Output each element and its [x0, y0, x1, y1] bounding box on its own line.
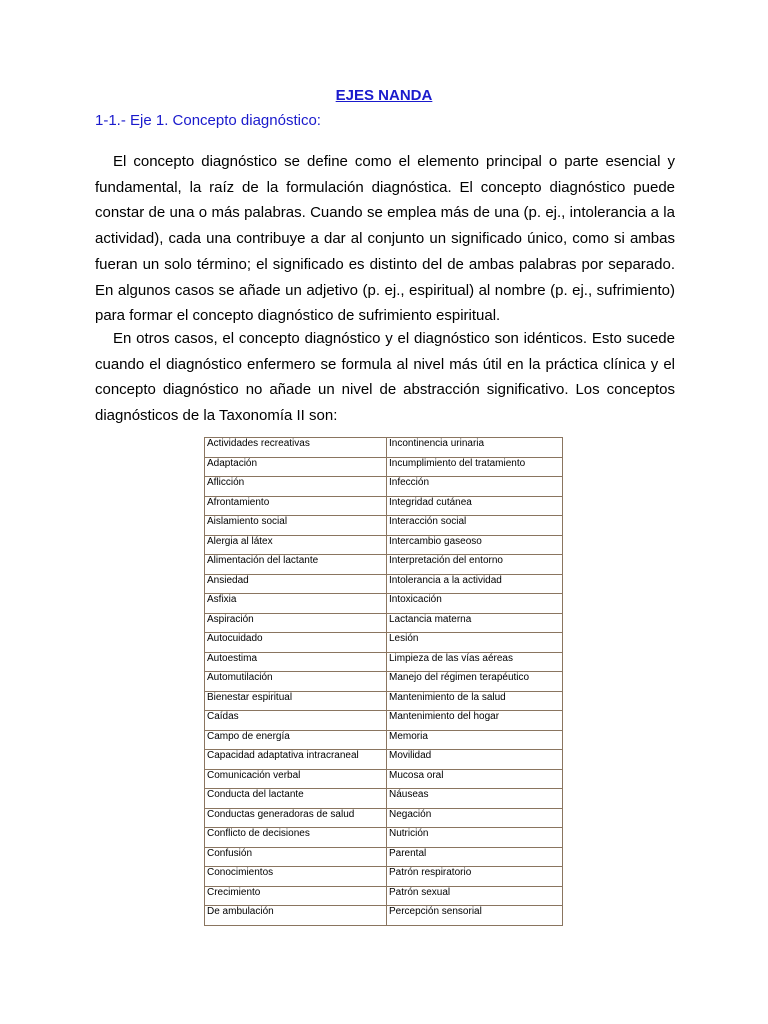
table-cell: Manejo del régimen terapéutico: [387, 672, 563, 692]
table-cell: Memoria: [387, 730, 563, 750]
table-row: [205, 789, 563, 809]
table-row: [205, 750, 563, 770]
table-row: [205, 906, 563, 926]
table-cell: Confusión: [205, 847, 387, 867]
table-cell: Incontinencia urinaria: [387, 438, 563, 458]
table-row: [205, 847, 563, 867]
table-row: [205, 633, 563, 653]
table-cell: Alimentación del lactante: [205, 555, 387, 575]
table-cell: Aflicción: [205, 477, 387, 497]
table-row: [205, 555, 563, 575]
table-cell: Autocuidado: [205, 633, 387, 653]
table-cell: Capacidad adaptativa intracraneal: [205, 750, 387, 770]
table-row: [205, 886, 563, 906]
table-row: [205, 535, 563, 555]
table-cell: Limpieza de las vías aéreas: [387, 652, 563, 672]
table-cell: Negación: [387, 808, 563, 828]
table-cell: Lesión: [387, 633, 563, 653]
table-cell: De ambulación: [205, 906, 387, 926]
table-cell: Alergia al látex: [205, 535, 387, 555]
table-row: [205, 711, 563, 731]
table-cell: Mucosa oral: [387, 769, 563, 789]
table-cell: Patrón sexual: [387, 886, 563, 906]
table-cell: Náuseas: [387, 789, 563, 809]
table-row: [205, 730, 563, 750]
table-row: [205, 574, 563, 594]
table-row: [205, 867, 563, 887]
table-row: [205, 457, 563, 477]
document-title: EJES NANDA: [335, 87, 433, 104]
section-heading: 1-1.- Eje 1. Concepto diagnóstico:: [95, 112, 321, 129]
table-cell: Autoestima: [205, 652, 387, 672]
table-cell: Campo de energía: [205, 730, 387, 750]
table-cell: Nutrición: [387, 828, 563, 848]
table-cell: Integridad cutánea: [387, 496, 563, 516]
table-cell: Interacción social: [387, 516, 563, 536]
table-cell: Crecimiento: [205, 886, 387, 906]
concepts-table: [204, 437, 563, 926]
table-row: [205, 613, 563, 633]
table-cell: Intercambio gaseoso: [387, 535, 563, 555]
table-cell: Conducta del lactante: [205, 789, 387, 809]
table-cell: Intolerancia a la actividad: [387, 574, 563, 594]
table-row: [205, 808, 563, 828]
table-row: [205, 438, 563, 458]
concepts-table-body: [205, 438, 563, 926]
table-row: [205, 652, 563, 672]
table-cell: Ansiedad: [205, 574, 387, 594]
table-cell: Mantenimiento de la salud: [387, 691, 563, 711]
table-cell: Caídas: [205, 711, 387, 731]
table-cell: Conocimientos: [205, 867, 387, 887]
table-row: [205, 477, 563, 497]
table-row: [205, 496, 563, 516]
table-row: [205, 691, 563, 711]
table-cell: Patrón respiratorio: [387, 867, 563, 887]
table-cell: Mantenimiento del hogar: [387, 711, 563, 731]
table-cell: Adaptación: [205, 457, 387, 477]
table-cell: Conflicto de decisiones: [205, 828, 387, 848]
table-cell: Infección: [387, 477, 563, 497]
table-cell: Actividades recreativas: [205, 438, 387, 458]
table-cell: Afrontamiento: [205, 496, 387, 516]
paragraph-1: El concepto diagnóstico se define como el elemento principal o parte esencial y fundamental, la raíz de la formulación diagnóstica. El concepto diagnóstico puede constar de una o más palabras. Cuando se emplea más de una (p. ej., intolerancia a la actividad), cada una contribuye a dar al conjunto un significado único, como si ambas fueran un solo término; el significado es distinto del de ambas palabras por separado. En algunos casos se añade un adjetivo (p. ej., espiritual) al nombre (p. ej., sufrimiento) para formar el concepto diagnóstico de sufrimiento espiritual.: [95, 153, 675, 325]
table-row: [205, 769, 563, 789]
table-row: [205, 672, 563, 692]
table-cell: Aislamiento social: [205, 516, 387, 536]
table-row: [205, 828, 563, 848]
table-row: [205, 594, 563, 614]
table-cell: Parental: [387, 847, 563, 867]
table-cell: Aspiración: [205, 613, 387, 633]
table-cell: Intoxicación: [387, 594, 563, 614]
table-cell: Percepción sensorial: [387, 906, 563, 926]
table-cell: Incumplimiento del tratamiento: [387, 457, 563, 477]
table-cell: Asfixia: [205, 594, 387, 614]
table-cell: Bienestar espiritual: [205, 691, 387, 711]
table-cell: Comunicación verbal: [205, 769, 387, 789]
table-cell: Lactancia materna: [387, 613, 563, 633]
table-cell: Automutilación: [205, 672, 387, 692]
table-cell: Conductas generadoras de salud: [205, 808, 387, 828]
table-row: [205, 516, 563, 536]
table-cell: Interpretación del entorno: [387, 555, 563, 575]
table-cell: Movilidad: [387, 750, 563, 770]
paragraph-2: En otros casos, el concepto diagnóstico y el diagnóstico son idénticos. Esto sucede cuando el diagnóstico enfermero se formula al nivel más útil en la práctica clínica y el concepto diagnóstico no añade un nivel de abstracción significativo. Los conceptos diagnósticos de la Taxonomía II son:: [95, 330, 675, 425]
